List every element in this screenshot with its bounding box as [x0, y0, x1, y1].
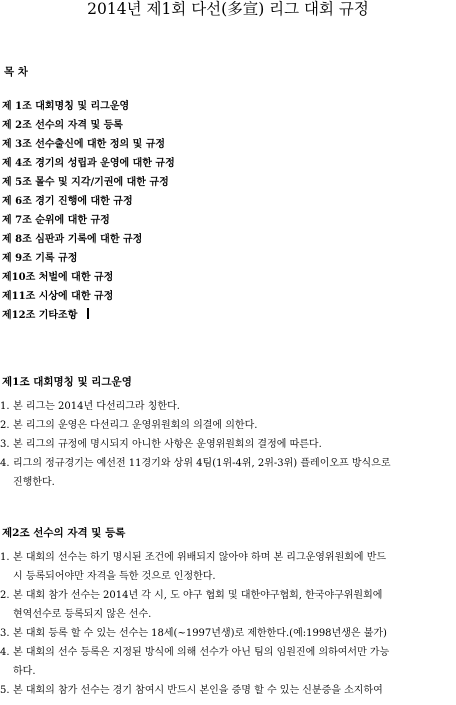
rule-item: 1. 본 대회의 선수는 하기 명시된 조건에 위배되지 않아야 하며 본 리그운영위원회에 반드 시 등록되어야만 자격을 득한 것으로 인정한다.: [0, 552, 387, 582]
rule-item: 4. 본 대회의 선수 등록은 지정된 방식에 의해 선수가 아닌 팀의 임원진에 의하여서만 가능 하다.: [0, 647, 390, 677]
rule-item: 2. 본 대회 참가 선수는 2014년 각 시, 도 야구 협회 및 대한야구협회, 한국야구위원회에 현역선수로 등록되지 않은 선수.: [0, 590, 383, 620]
rule-item: 2. 본 리그의 운영은 다선리그 운영위원회의 의결에 의한다.: [0, 420, 258, 431]
toc-item: 제 7조 순위에 대한 규정: [2, 215, 110, 226]
document-title: 2014년 제1회 다선(多宣) 리그 대회 규정: [87, 0, 369, 18]
toc-item: 제 6조 경기 진행에 대한 규정: [2, 196, 133, 207]
toc-heading: 목 차: [4, 66, 28, 78]
toc-item: 제12조 기타조항: [2, 306, 175, 325]
rule-item: 3. 본 대회 등록 할 수 있는 선수는 18세(~1997년생)로 제한한다.(예:1998년생은 불가): [0, 628, 387, 639]
rule-item: 1. 본 리그는 2014년 다선리그라 칭한다.: [0, 401, 180, 412]
rule-item: 4. 리그의 정규경기는 예선전 11경기와 상위 4팀(1위-4위, 2위-3위) 플레이오프 방식으로 진행한다.: [0, 458, 391, 488]
rule-item: 5. 본 대회의 참가 선수는 경기 참여시 반드시 본인을 증명 할 수 있는 신분증을 소지하여: [0, 685, 383, 696]
text-cursor: [87, 308, 89, 319]
section-2: [0, 524, 456, 700]
section-title: 제2조 선수의 자격 및 등록: [2, 527, 126, 539]
toc-item: 제 4조 경기의 성립과 운영에 대한 규정: [2, 158, 175, 169]
table-of-contents: [2, 97, 175, 325]
toc-item: 제 1조 대회명칭 및 리그운영: [2, 101, 130, 112]
rule-item: 3. 본 리그의 규정에 명시되지 아니한 사항은 운영위원회의 결정에 따른다.: [0, 439, 322, 450]
toc-item: 제 3조 선수출신에 대한 정의 및 규정: [2, 139, 166, 150]
toc-item: 제 9조 기록 규정: [2, 253, 78, 264]
section-1: [0, 373, 456, 492]
toc-item: 제 2조 선수의 자격 및 등록: [2, 120, 123, 131]
toc-item: 제 8조 심판과 기록에 대한 규정: [2, 234, 143, 245]
toc-item: 제10조 처벌에 대한 규정: [2, 272, 114, 283]
section-title: 제1조 대회명칭 및 리그운영: [2, 376, 132, 388]
toc-item: 제 5조 몰수 및 지각/기권에 대한 규정: [2, 177, 169, 188]
toc-item: 제11조 시상에 대한 규정: [2, 291, 114, 302]
